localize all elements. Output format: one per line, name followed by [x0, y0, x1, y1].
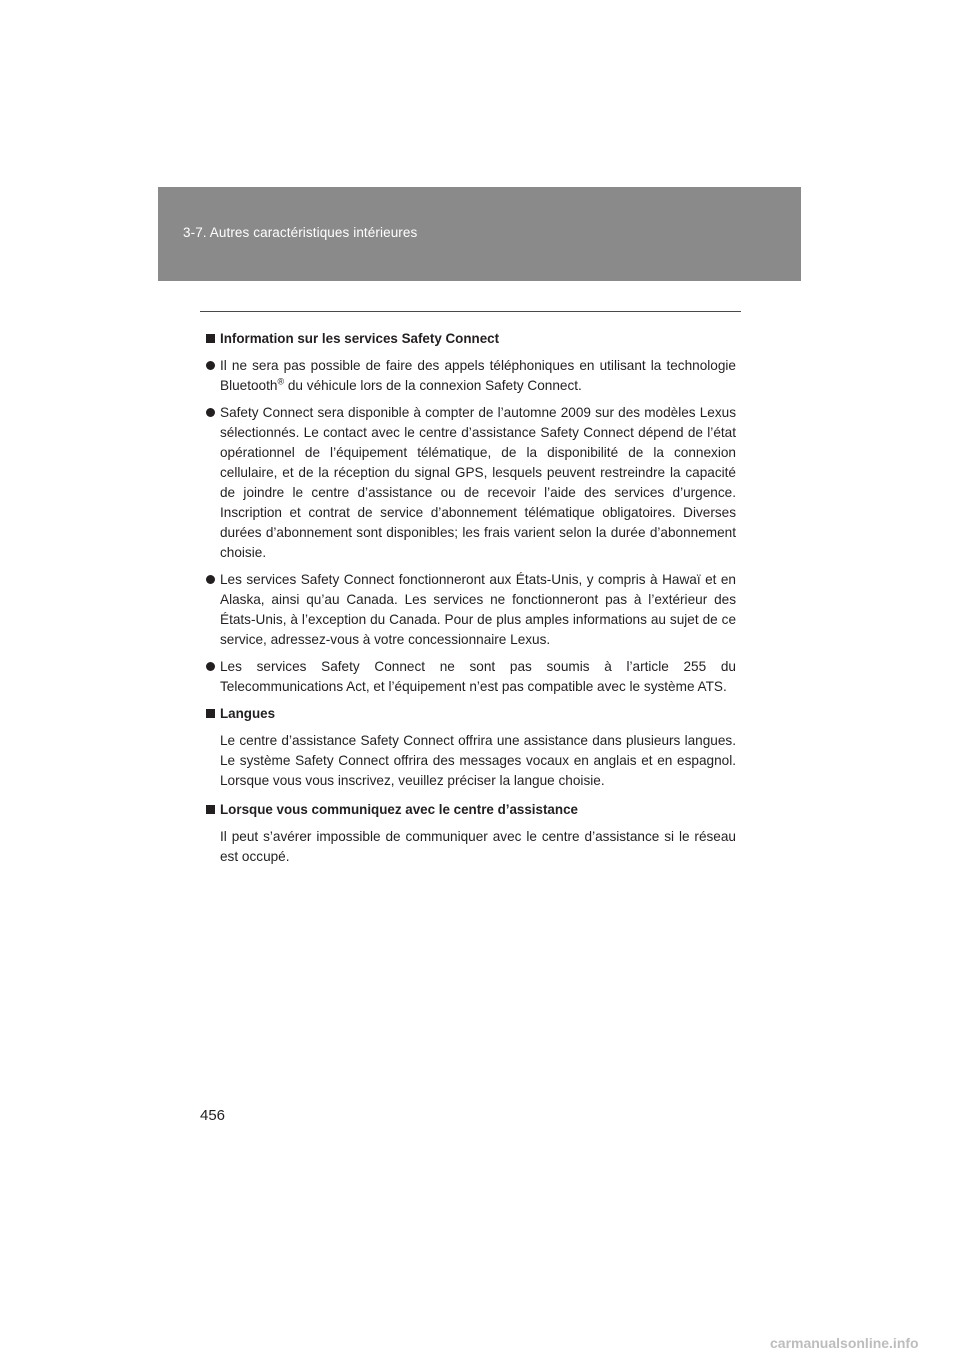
bullet-text: Il ne sera pas possible de faire des appels téléphoniques en utilisant la technologie Bluetooth: [220, 358, 736, 393]
square-bullet-icon: [206, 334, 215, 343]
heading-text: Lorsque vous communiquez avec le centre d’assistance: [220, 802, 578, 817]
heading-text: Information sur les services Safety Connect: [220, 331, 500, 346]
list-item: [206, 403, 736, 563]
divider-rule: [200, 311, 741, 312]
round-bullet-icon: [206, 575, 215, 584]
list-item: [206, 570, 736, 650]
heading-safety-connect-info: [206, 329, 736, 349]
square-bullet-icon: [206, 709, 215, 718]
square-bullet-icon: [206, 805, 215, 814]
section-title: 3-7. Autres caractéristiques intérieures: [183, 225, 418, 240]
bullet-text: Les services Safety Connect ne sont pas soumis à l’article 255 du Telecommunications Act, et l’équipement n’est pas compatible avec le système ATS.: [220, 659, 736, 694]
registered-mark: ®: [277, 376, 285, 387]
heading-langues: [206, 704, 736, 724]
heading-centre-assistance: [206, 800, 736, 820]
paragraph-langues: Le centre d’assistance Safety Connect offrira une assistance dans plusieurs langues. Le système Safety Connect offrira des messages vocaux en anglais et en espagnol. Lorsque vous vous inscrivez, veuillez préciser la langue choisie.: [220, 733, 736, 788]
page-number: 456: [200, 1107, 226, 1124]
page-content: [206, 329, 736, 876]
round-bullet-icon: [206, 662, 215, 671]
bullet-text-continued: du véhicule lors de la connexion Safety Connect.: [284, 378, 582, 393]
list-item: [206, 356, 736, 396]
heading-text: Langues: [220, 706, 276, 721]
bullet-list: [206, 356, 736, 697]
bullet-text: Les services Safety Connect fonctionneront aux États-Unis, y compris à Hawaï et en Alaska, ainsi qu’au Canada. Les services ne fonctionneront pas à l’extérieur des États-Unis, à l’exception du Canada. Pour de plus amples informations au sujet de ce service, adressez-vous à votre concessionnaire Lexus.: [220, 572, 736, 647]
round-bullet-icon: [206, 361, 215, 370]
paragraph-centre-assistance: Il peut s’avérer impossible de communiquer avec le centre d’assistance si le réseau est occupé.: [220, 829, 736, 864]
section-header-band: [158, 187, 801, 281]
watermark-text[interactable]: carmanualsonline.info: [770, 1335, 919, 1351]
bullet-text: Safety Connect sera disponible à compter de l’automne 2009 sur des modèles Lexus sélectionnés. Le contact avec le centre d’assistance Safety Connect dépend de l’état opérationnel de l’équipement télématique, de la disponibilité de la connexion cellulaire, et de la réception du signal GPS, lesquels peuvent restreindre la capacité de joindre le centre d’assistance ou de recevoir l’aide des services d’urgence. Inscription et contrat de service d’abonnement télématique obligatoires. Diverses durées d’abonnement sont disponibles; les frais varient selon la durée d’abonnement choisie.: [220, 405, 736, 560]
list-item: [206, 657, 736, 697]
round-bullet-icon: [206, 408, 215, 417]
